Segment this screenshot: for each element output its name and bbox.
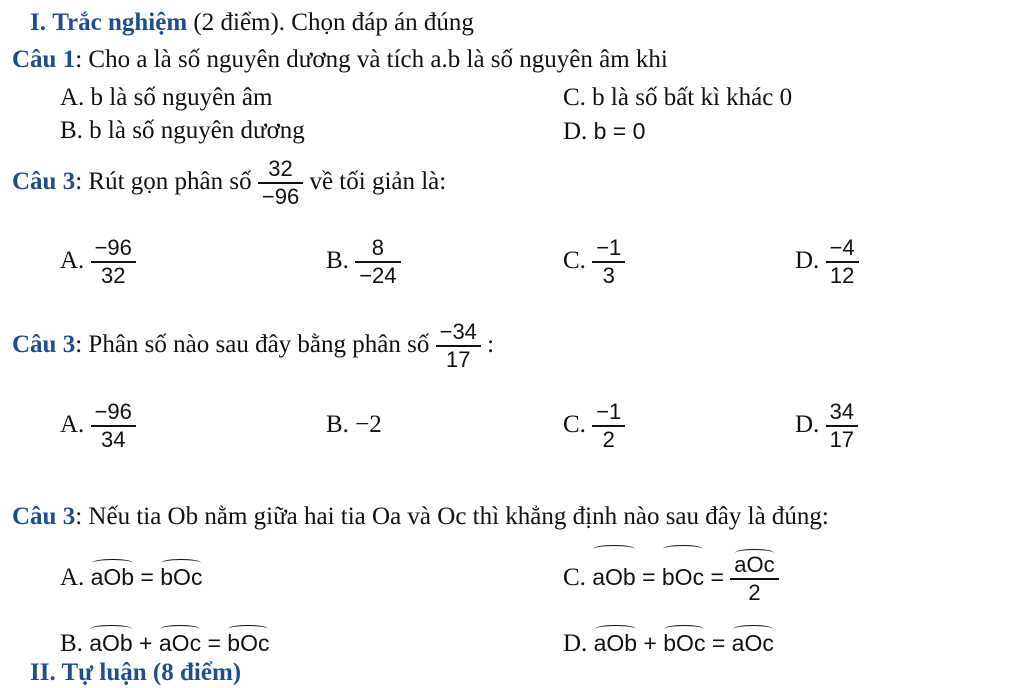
fraction-numerator: −1 <box>592 399 625 427</box>
fraction-numerator: −1 <box>592 235 625 263</box>
q3-option-c <box>563 396 625 454</box>
option-fraction <box>826 235 859 289</box>
section-title: Trắc nghiệm <box>52 9 188 36</box>
q3-option-b: B. −2 <box>326 411 382 438</box>
option-fraction <box>91 235 136 289</box>
option-fraction <box>91 399 136 453</box>
fraction-denominator: 12 <box>829 263 855 289</box>
question-2-label: Câu 3 <box>12 168 76 195</box>
angle-aoc: aOc <box>731 630 774 656</box>
fraction-denominator: −96 <box>261 184 300 210</box>
q2-option-d <box>795 232 859 290</box>
fraction-denominator: 17 <box>446 347 471 373</box>
fraction-denominator: 17 <box>829 427 855 453</box>
section-heading <box>30 8 474 38</box>
q4-option-d <box>563 628 774 659</box>
fraction-denominator: 34 <box>100 427 126 453</box>
question-4-text: : Nếu tia Ob nằm giữa hai tia Oa và Oc thì khẳng định nào sau đây là đúng: <box>75 503 829 530</box>
option-letter: A. <box>60 564 91 591</box>
option-letter: C. <box>563 411 586 438</box>
question-1-stem <box>12 45 668 75</box>
question-4-label: Câu 3 <box>12 503 76 530</box>
fraction-denominator: 2 <box>602 427 615 453</box>
angle-boc: bOc <box>662 548 704 606</box>
fraction-denominator: −24 <box>359 263 397 289</box>
option-letter: A. <box>60 247 85 274</box>
equals-sign: = <box>705 630 732 656</box>
angle-boc: bOc <box>227 630 270 656</box>
option-letter: C. <box>563 247 586 274</box>
q4-option-a <box>60 562 202 593</box>
question-2-fraction <box>258 156 303 210</box>
option-letter: D. <box>563 630 594 657</box>
section-rest: (2 điểm). Chọn đáp án đúng <box>187 9 474 36</box>
question-1-text: : Cho a là số nguyên dương và tích a.b là số nguyên âm khi <box>75 46 668 73</box>
plus-sign: + <box>132 630 159 656</box>
fraction-numerator: 8 <box>355 235 400 263</box>
question-3-label: Câu 3 <box>12 331 76 358</box>
question-3-stem <box>12 316 494 374</box>
q1-option-b: B. b là số nguyên dương <box>60 117 305 144</box>
q1-option-c: C. b là số bất kì khác 0 <box>563 84 793 111</box>
next-section-heading-fragment: II. Tự luận (8 điểm) <box>30 659 242 686</box>
angle-aob: aOb <box>593 630 638 656</box>
plus-sign: + <box>637 630 664 656</box>
fraction-denominator: 32 <box>100 263 126 289</box>
equals-sign: = <box>635 564 662 590</box>
question-3-fraction <box>436 319 481 373</box>
fraction-denominator: 2 <box>748 580 761 606</box>
question-3-text-before: : Phân số nào sau đây bằng phân số <box>75 331 436 358</box>
fraction-numerator: −34 <box>436 319 481 347</box>
option-letter: C. <box>563 564 593 591</box>
q4-option-b <box>60 628 269 659</box>
equals-sign: = <box>134 564 161 590</box>
q2-option-b <box>326 232 401 290</box>
option-letter: A. <box>60 411 85 438</box>
angle-aob: aOb <box>90 564 135 590</box>
fraction-numerator: 34 <box>826 399 858 427</box>
q2-option-c <box>563 232 625 290</box>
angle-aoc: aOc <box>158 630 202 656</box>
option-letter: D. <box>795 411 820 438</box>
fraction-numerator: −4 <box>826 235 859 263</box>
question-3-text-after: : <box>480 331 495 358</box>
q4-option-c <box>563 548 779 607</box>
q1-option-d-math: b = 0 <box>593 118 646 144</box>
question-1-label: Câu 1 <box>12 46 76 73</box>
angle-aob: aOb <box>592 548 635 606</box>
option-fraction <box>355 235 400 289</box>
fraction-numerator: −96 <box>91 399 136 427</box>
q2-option-a <box>60 232 136 290</box>
fraction-numerator: −96 <box>91 235 136 263</box>
q1-option-a: A. b là số nguyên âm <box>60 84 273 111</box>
option-fraction <box>592 399 625 453</box>
q1-option-d-letter: D. <box>563 118 594 145</box>
angle-boc: bOc <box>160 564 203 590</box>
angle-aob: aOb <box>89 630 133 656</box>
angle-boc: bOc <box>663 630 706 656</box>
fraction-numerator: 32 <box>258 156 303 184</box>
option-letter: B. <box>60 630 90 657</box>
q3-option-d <box>795 396 858 454</box>
angle-aoc: aOc <box>734 552 775 578</box>
option-letter: D. <box>795 247 820 274</box>
question-2-text-before: : Rút gọn phân số <box>75 168 258 195</box>
q1-option-d <box>563 116 645 147</box>
equals-sign: = <box>201 630 228 656</box>
section-number: I. <box>30 9 46 36</box>
equals-sign: = <box>704 564 731 590</box>
question-4-stem <box>12 502 829 532</box>
option-fraction <box>592 235 625 289</box>
option-fraction <box>730 552 778 606</box>
question-2-stem <box>12 153 446 211</box>
option-fraction <box>826 399 858 453</box>
question-2-text-after: về tối giản là: <box>303 168 447 195</box>
option-letter: B. <box>326 247 349 274</box>
fraction-denominator: 3 <box>602 263 615 289</box>
q3-option-a <box>60 396 136 454</box>
